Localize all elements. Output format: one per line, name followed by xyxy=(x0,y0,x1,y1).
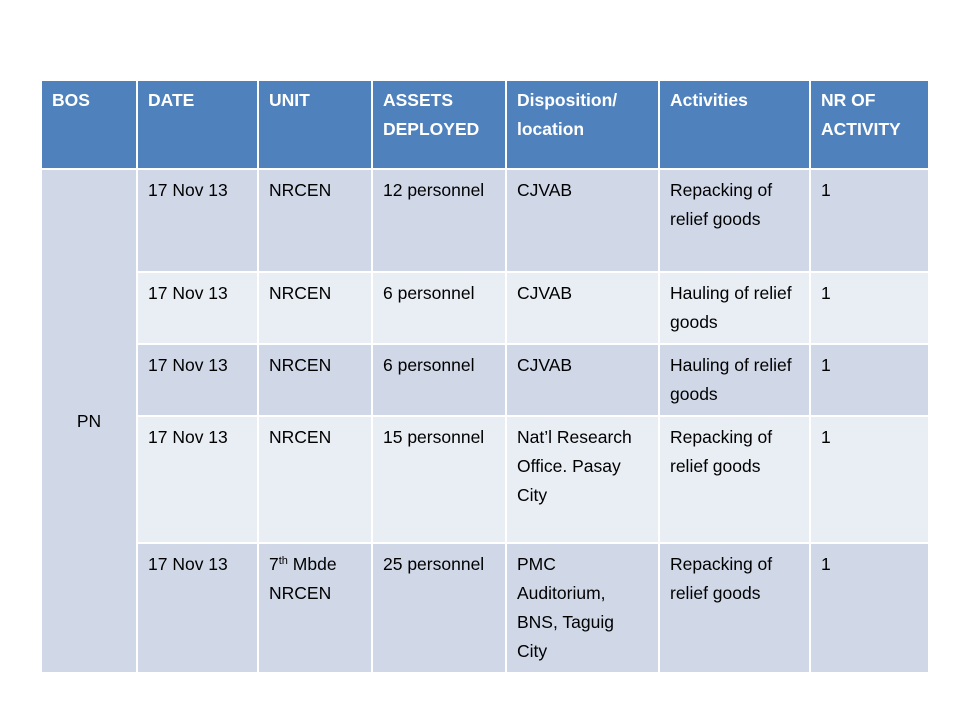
header-bos: BOS xyxy=(41,80,137,169)
nr-cell: 1 xyxy=(810,272,929,344)
unit-cell: NRCEN xyxy=(258,272,372,344)
disposition-cell: CJVAB xyxy=(506,344,659,416)
date-cell: 17 Nov 13 xyxy=(137,416,258,543)
unit-number: 7 xyxy=(269,554,279,574)
operations-table xyxy=(40,79,930,674)
nr-cell: 1 xyxy=(810,543,929,673)
date-cell: 17 Nov 13 xyxy=(137,272,258,344)
activity-cell: Hauling of relief goods xyxy=(659,272,810,344)
disposition-cell: PMC Auditorium, BNS, Taguig City xyxy=(506,543,659,673)
activity-cell: Repacking of relief goods xyxy=(659,543,810,673)
unit-cell: NRCEN xyxy=(258,416,372,543)
header-date: DATE xyxy=(137,80,258,169)
table-row xyxy=(41,344,929,416)
unit-cell: NRCEN xyxy=(258,169,372,272)
header-nr-of-activity: NR OF ACTIVITY xyxy=(810,80,929,169)
disposition-cell: CJVAB xyxy=(506,169,659,272)
activity-cell: Hauling of relief goods xyxy=(659,344,810,416)
disposition-cell: Nat’l Research Office. Pasay City xyxy=(506,416,659,543)
activity-cell: Repacking of relief goods xyxy=(659,416,810,543)
bos-cell: PN xyxy=(41,169,137,673)
nr-cell: 1 xyxy=(810,344,929,416)
assets-cell: 6 personnel xyxy=(372,344,506,416)
date-cell: 17 Nov 13 xyxy=(137,543,258,673)
header-activities: Activities xyxy=(659,80,810,169)
assets-cell: 12 personnel xyxy=(372,169,506,272)
table-row xyxy=(41,272,929,344)
header-unit: UNIT xyxy=(258,80,372,169)
activity-cell: Repacking of relief goods xyxy=(659,169,810,272)
nr-cell: 1 xyxy=(810,416,929,543)
date-cell: 17 Nov 13 xyxy=(137,169,258,272)
table-row xyxy=(41,169,929,272)
disposition-cell: CJVAB xyxy=(506,272,659,344)
unit-superscript: th xyxy=(278,555,288,567)
header-row xyxy=(41,80,929,169)
header-disposition-location: Disposition/ location xyxy=(506,80,659,169)
nr-cell: 1 xyxy=(810,169,929,272)
unit-cell xyxy=(258,543,372,673)
unit-cell: NRCEN xyxy=(258,344,372,416)
header-assets-deployed: ASSETS DEPLOYED xyxy=(372,80,506,169)
table-row xyxy=(41,416,929,543)
table-row xyxy=(41,543,929,673)
unit-remainder: Mbde NRCEN xyxy=(269,554,337,603)
assets-cell: 6 personnel xyxy=(372,272,506,344)
assets-cell: 15 personnel xyxy=(372,416,506,543)
date-cell: 17 Nov 13 xyxy=(137,344,258,416)
assets-cell: 25 personnel xyxy=(372,543,506,673)
